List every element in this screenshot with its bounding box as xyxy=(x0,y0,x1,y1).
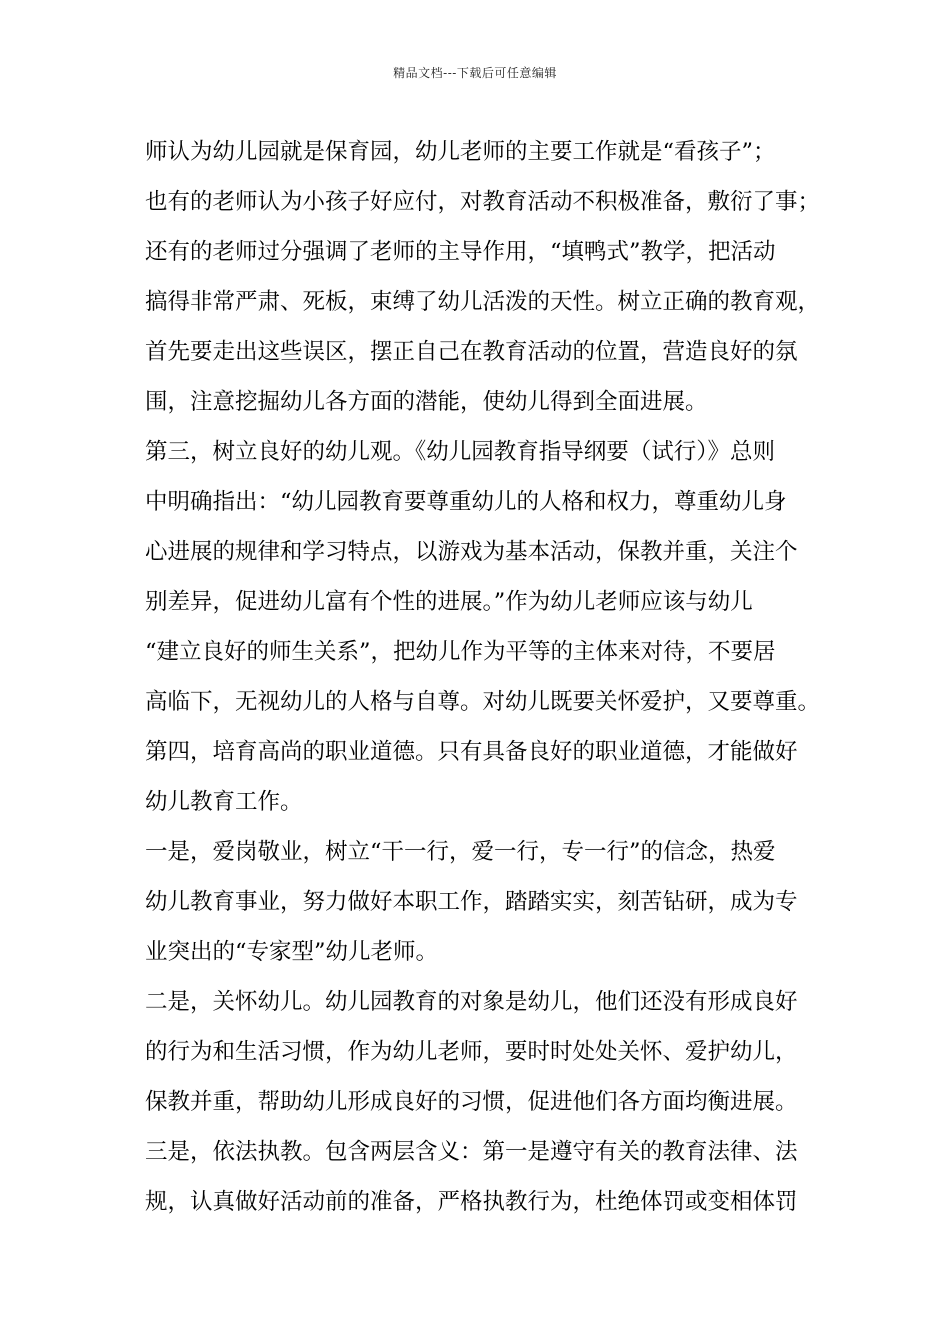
text-line: 第三，树立良好的幼儿观。《幼儿园教育指导纲要（试行）》总则 xyxy=(145,439,776,465)
text-line: 的行为和生活习惯，作为幼儿老师，要时时处处关怀、爱护幼儿， xyxy=(145,1039,798,1065)
text-line: 师认为幼儿园就是保育园，幼儿老师的主要工作就是“看孩子”； xyxy=(145,139,776,165)
text-line: 围，注意挖掘幼儿各方面的潜能，使幼儿得到全面进展。 xyxy=(145,389,708,415)
text-line: 业突出的“专家型”幼儿老师。 xyxy=(145,939,439,965)
body-text xyxy=(145,127,821,1227)
text-line: 保教并重，帮助幼儿形成良好的习惯，促进他们各方面均衡进展。 xyxy=(145,1089,798,1115)
text-line: 第四，培育高尚的职业道德。只有具备良好的职业道德，才能做好 xyxy=(145,739,798,765)
text-line: 规，认真做好活动前的准备，严格执教行为，杜绝体罚或变相体罚 xyxy=(145,1189,798,1215)
text-line: 搞得非常严肃、死板，束缚了幼儿活泼的天性。树立正确的教育观， xyxy=(145,289,821,315)
text-line: 一是，爱岗敬业，树立“干一行，爱一行，专一行”的信念，热爱 xyxy=(145,839,776,865)
text-line: 还有的老师过分强调了老师的主导作用，“填鸭式”教学，把活动 xyxy=(145,239,776,265)
text-line: 中明确指出：“幼儿园教育要尊重幼儿的人格和权力，尊重幼儿身 xyxy=(145,489,787,515)
text-line: 二是，关怀幼儿。幼儿园教育的对象是幼儿，他们还没有形成良好 xyxy=(145,989,798,1015)
text-line: 心进展的规律和学习特点，以游戏为基本活动，保教并重，关注个 xyxy=(145,539,798,565)
text-line: 高临下，无视幼儿的人格与自尊。对幼儿既要关怀爱护，又要尊重。 xyxy=(145,689,821,715)
text-line: “建立良好的师生关系”，把幼儿作为平等的主体来对待，不要居 xyxy=(145,639,776,665)
page-header: 精品文档---下载后可任意编辑 xyxy=(393,66,557,80)
text-line: 首先要走出这些误区，摆正自己在教育活动的位置，营造良好的氛 xyxy=(145,339,798,365)
text-line: 别差异，促进幼儿富有个性的进展。”作为幼儿老师应该与幼儿 xyxy=(145,589,753,615)
text-line: 也有的老师认为小孩子好应付，对教育活动不积极准备，敷衍了事； xyxy=(145,189,821,215)
text-line: 三是，依法执教。包含两层含义：第一是遵守有关的教育法律、法 xyxy=(145,1139,798,1165)
text-line: 幼儿教育事业，努力做好本职工作，踏踏实实，刻苦钻研，成为专 xyxy=(145,889,798,915)
text-line: 幼儿教育工作。 xyxy=(145,789,303,815)
